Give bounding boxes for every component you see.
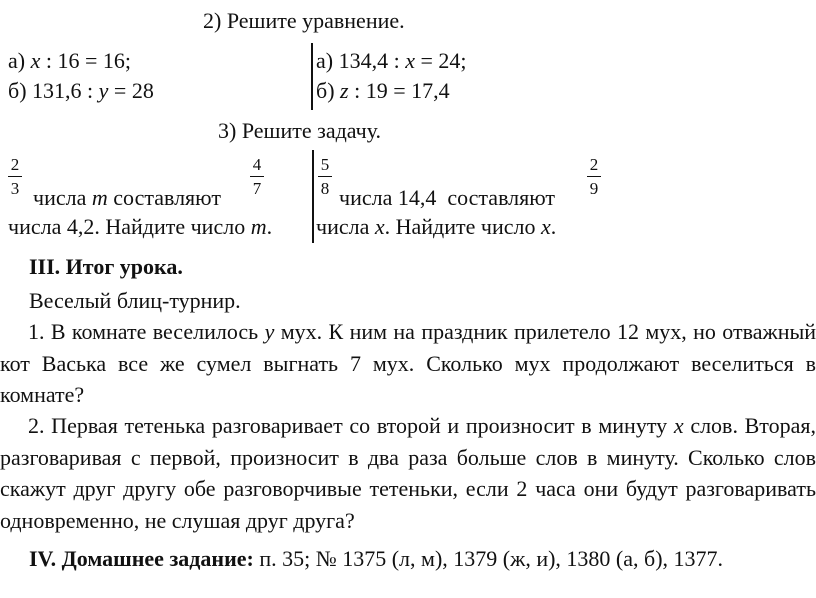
fraction <box>317 156 333 197</box>
text: мух. К ним на праздник прилетело 12 мух, но отважный кот Васька все же сумел выгнать 7 мух. Сколько мух продолжают веселиться в комнате? <box>0 319 816 407</box>
column-divider <box>311 43 313 110</box>
eq-variable: z <box>340 78 349 103</box>
eq-rest: : 16 = 16; <box>45 48 131 73</box>
problem-left-line1 <box>33 187 221 209</box>
text: слов. Вторая, разговаривая с первой, произносит в два раза больше слов в минуту. Сколько слов скажут друг другу обе разговорчивые тетеньки, если 2 часа они будут разговаривать одновременно, не слушая друг друга? <box>0 413 816 533</box>
homework-line <box>29 548 723 570</box>
text: составляют <box>113 185 221 210</box>
text: . Найдите число <box>384 214 536 239</box>
fraction-numerator: 5 <box>320 155 330 174</box>
eq-label: а) 134,4 : <box>316 48 400 73</box>
section-iii-subtitle: Веселый блиц-турнир. <box>29 288 241 313</box>
text: числа <box>33 185 87 210</box>
fraction-numerator: 4 <box>252 155 262 174</box>
eq-variable: x <box>30 48 41 73</box>
problem-variable: x <box>673 413 684 438</box>
eq-label: а) <box>8 48 26 73</box>
fraction <box>586 156 602 197</box>
text: . <box>550 214 557 239</box>
equation-left-a <box>8 50 131 72</box>
equation-right-b <box>316 80 450 102</box>
fraction-numerator: 2 <box>589 155 599 174</box>
eq-variable: y <box>98 78 109 103</box>
problem-right-line1: числа 14,4 составляют <box>339 185 556 210</box>
problem-variable: m <box>91 185 108 210</box>
problem-variable: y <box>264 319 275 344</box>
text: числа 4,2. Найдите число <box>8 214 246 239</box>
problem-left-line2 <box>8 216 272 238</box>
fraction <box>249 156 265 197</box>
equation-right-a <box>316 50 467 72</box>
column-divider <box>312 150 314 243</box>
eq-rest: = 24; <box>420 48 467 73</box>
eq-rest: = 28 <box>113 78 154 103</box>
eq-label: б) <box>316 78 335 103</box>
eq-label: б) 131,6 : <box>8 78 94 103</box>
eq-variable: x <box>405 48 415 73</box>
equation-left-b <box>8 80 154 102</box>
problem-1-paragraph <box>0 316 816 411</box>
problem-right-line2 <box>316 216 556 238</box>
text: 1. В комнате веселилось <box>28 319 259 344</box>
text: . <box>266 214 273 239</box>
section-iv-title: IV. Домашнее задание: <box>29 546 254 571</box>
fraction-denominator: 3 <box>10 179 20 198</box>
problem-variable: m <box>250 214 267 239</box>
fraction-numerator: 2 <box>10 155 20 174</box>
fraction <box>7 156 23 197</box>
homework-text: п. 35; № 1375 (л, м), 1379 (ж, и), 1380 (а, б), 1377. <box>259 546 724 571</box>
fraction-denominator: 7 <box>252 179 262 198</box>
section-iii-title: III. Итог урока. <box>29 254 183 279</box>
problem-2-paragraph <box>0 410 816 536</box>
problem-variable: x <box>374 214 385 239</box>
text: числа <box>316 214 370 239</box>
section2-heading: 2) Решите уравнение. <box>203 8 405 33</box>
text: 2. Первая тетенька разговаривает со второй и произносит в минуту <box>28 413 668 438</box>
problem-variable: x <box>540 214 551 239</box>
eq-rest: : 19 = 17,4 <box>354 78 450 103</box>
fraction-denominator: 8 <box>320 179 330 198</box>
fraction-denominator: 9 <box>589 179 599 198</box>
section3-heading: 3) Решите задачу. <box>218 118 382 143</box>
